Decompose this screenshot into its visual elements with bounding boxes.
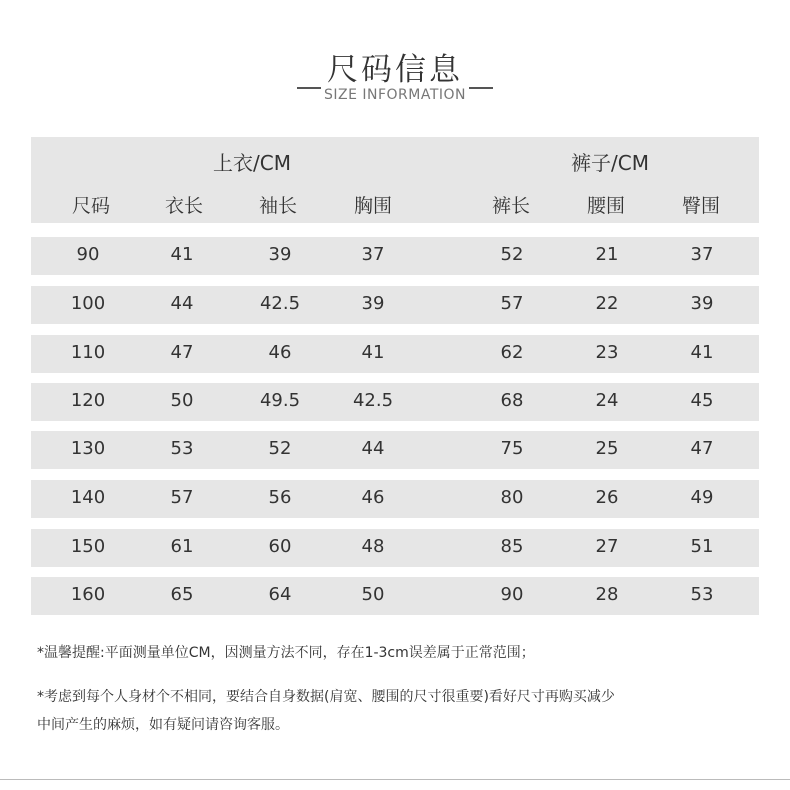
cell-top-length: 41: [170, 244, 194, 265]
cell-top-length: 47: [170, 342, 194, 363]
table-row: [31, 529, 759, 567]
cell-chest: 39: [361, 293, 385, 314]
column-header-waist: 腰围: [586, 195, 626, 217]
sizing-advice-line-1: *考虑到每个人身材个不相同，要结合自身数据(肩宽、腰围的尺寸很重要)看好尺寸再购买减少: [37, 689, 615, 705]
cell-top-length: 44: [170, 293, 194, 314]
cell-sleeve-length: 56: [268, 487, 292, 508]
cell-size: 120: [70, 390, 106, 411]
sizing-advice-line-2: 中间产生的麻烦，如有疑问请咨询客服。: [37, 717, 289, 733]
table-row: [31, 480, 759, 518]
cell-pants-length: 80: [500, 487, 524, 508]
cell-top-length: 50: [170, 390, 194, 411]
page-title: 尺码信息: [327, 52, 463, 88]
cell-size: 90: [76, 244, 100, 265]
cell-waist: 25: [595, 438, 619, 459]
cell-hip: 41: [690, 342, 714, 363]
cell-sleeve-length: 39: [268, 244, 292, 265]
cell-size: 140: [70, 487, 106, 508]
cell-waist: 22: [595, 293, 619, 314]
table-row: [31, 335, 759, 373]
cell-sleeve-length: 60: [268, 536, 292, 557]
cell-top-length: 65: [170, 584, 194, 605]
cell-top-length: 61: [170, 536, 194, 557]
cell-hip: 47: [690, 438, 714, 459]
cell-pants-length: 62: [500, 342, 524, 363]
title-block: [0, 44, 790, 89]
page-subtitle: SIZE INFORMATION: [323, 87, 467, 103]
table-row: [31, 383, 759, 421]
table-row: [31, 237, 759, 275]
cell-size: 110: [70, 342, 106, 363]
column-header-chest: 胸围: [353, 195, 393, 217]
cell-size: 160: [70, 584, 106, 605]
cell-hip: 39: [690, 293, 714, 314]
cell-waist: 26: [595, 487, 619, 508]
cell-pants-length: 85: [500, 536, 524, 557]
cell-pants-length: 57: [500, 293, 524, 314]
cell-pants-length: 68: [500, 390, 524, 411]
cell-hip: 45: [690, 390, 714, 411]
cell-top-length: 53: [170, 438, 194, 459]
cell-sleeve-length: 52: [268, 438, 292, 459]
cell-chest: 44: [361, 438, 385, 459]
cell-chest: 41: [361, 342, 385, 363]
cell-pants-length: 52: [500, 244, 524, 265]
bottom-divider: [0, 779, 790, 780]
cell-sleeve-length: 46: [268, 342, 292, 363]
cell-waist: 27: [595, 536, 619, 557]
column-header-pants-length: 裤长: [491, 195, 531, 217]
cell-waist: 21: [595, 244, 619, 265]
cell-waist: 24: [595, 390, 619, 411]
cell-chest: 46: [361, 487, 385, 508]
cell-pants-length: 75: [500, 438, 524, 459]
cell-sleeve-length: 64: [268, 584, 292, 605]
cell-hip: 53: [690, 584, 714, 605]
cell-size: 130: [70, 438, 106, 459]
cell-sleeve-length: 49.5: [259, 390, 301, 411]
cell-size: 100: [70, 293, 106, 314]
cell-top-length: 57: [170, 487, 194, 508]
column-header-hip: 臀围: [681, 195, 721, 217]
cell-chest: 42.5: [352, 390, 394, 411]
table-row: [31, 431, 759, 469]
cell-chest: 48: [361, 536, 385, 557]
cell-hip: 51: [690, 536, 714, 557]
cell-waist: 28: [595, 584, 619, 605]
cell-waist: 23: [595, 342, 619, 363]
cell-chest: 50: [361, 584, 385, 605]
table-row: [31, 286, 759, 324]
column-header-top-length: 衣长: [164, 195, 204, 217]
table-row: [31, 577, 759, 615]
cell-hip: 37: [690, 244, 714, 265]
group-label-top: 上衣/CM: [213, 151, 291, 175]
group-label-pants: 裤子/CM: [571, 151, 649, 175]
cell-pants-length: 90: [500, 584, 524, 605]
cell-size: 150: [70, 536, 106, 557]
table-header: [31, 137, 759, 223]
cell-chest: 37: [361, 244, 385, 265]
cell-hip: 49: [690, 487, 714, 508]
cell-sleeve-length: 42.5: [259, 293, 301, 314]
column-header-size: 尺码: [71, 195, 111, 217]
column-header-sleeve-length: 袖长: [258, 195, 298, 217]
measurement-note: *温馨提醒:平面测量单位CM，因测量方法不同，存在1-3cm误差属于正常范围；: [37, 645, 535, 661]
